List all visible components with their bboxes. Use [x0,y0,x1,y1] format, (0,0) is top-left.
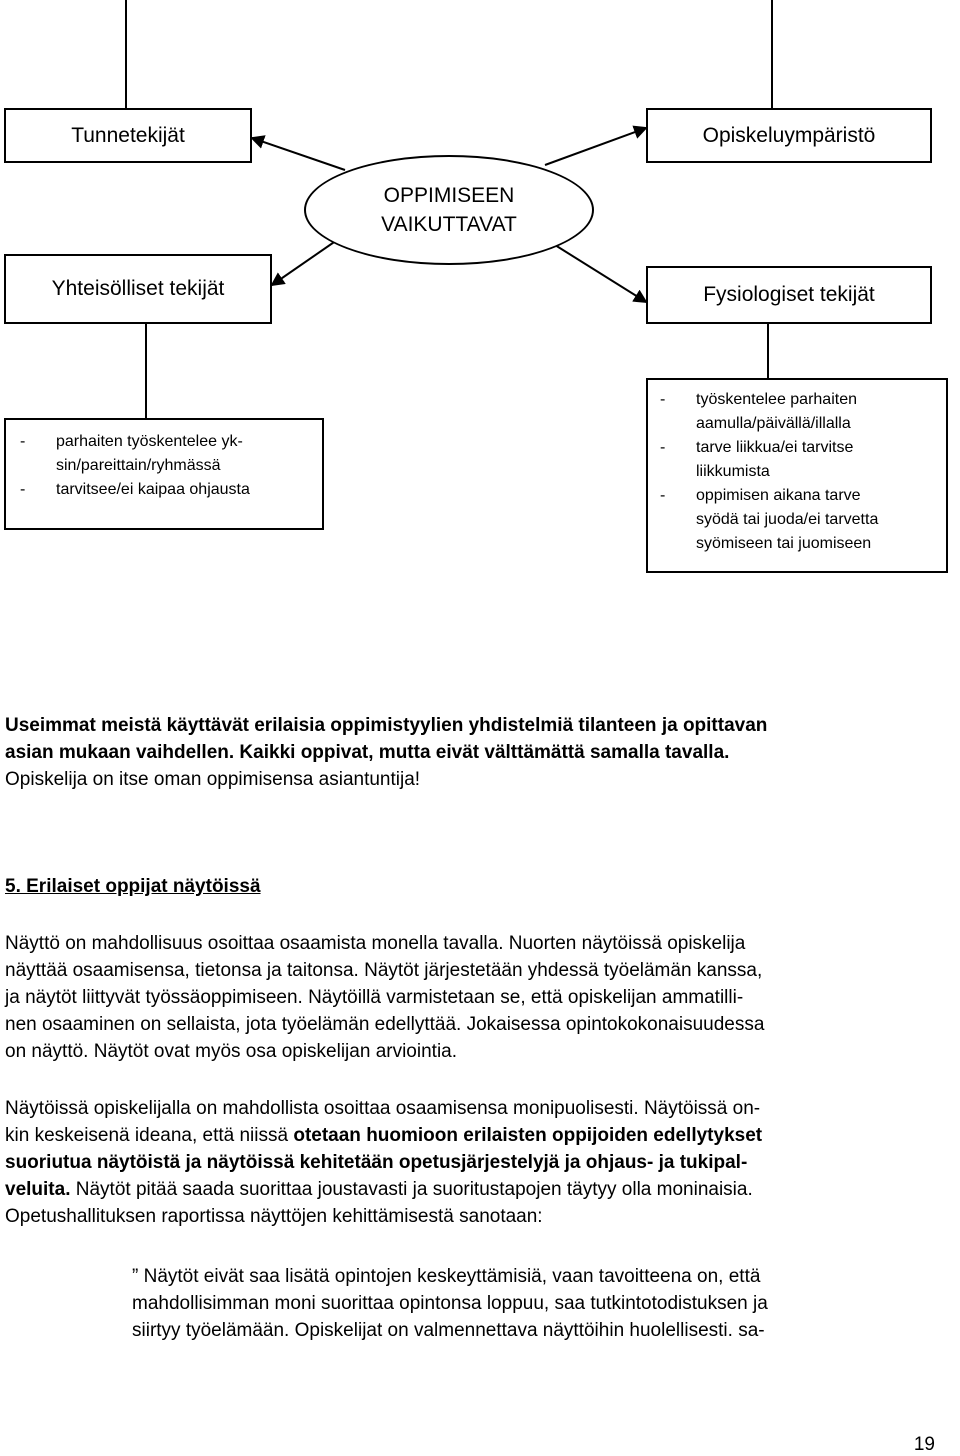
box-opiskeluymparisto-label: Opiskeluympäristö [702,123,876,147]
list-item [20,478,322,502]
paragraph-line: Näytöissä opiskelijalla on mahdollista osoittaa osaamisensa monipuolisesti. Näytöissä on- [5,1098,761,1119]
list-text: sin/pareittain/ryhmässä [56,457,221,474]
quote-line: siirtyy työelämään. Opiskelijat on valmennettava näyttöihin huolellisesti. sa- [132,1320,765,1341]
arrow-to-opiskeluymparisto [545,128,646,165]
list-dash: - [660,439,666,456]
box-fysiologiset-label: Fysiologiset tekijät [703,283,875,306]
summary-paragraph [5,712,955,793]
list-item [660,484,946,556]
list-text: tarvitsee/ei kaipaa ohjausta [56,481,250,498]
section-paragraph-1 [5,930,955,1065]
box-yhteisolliset-details [4,418,324,530]
paragraph-emphasis: otetaan huomioon erilaisten oppijoiden edellytykset [293,1125,763,1146]
paragraph-line [5,1176,955,1203]
paragraph-line [5,1122,955,1149]
summary-bold-line-2: asian mukaan vaihdellen. Kaikki oppivat, mutta eivät välttämättä samalla tavalla. [5,742,730,763]
section-heading: 5. Erilaiset oppijat näytöissä [5,876,261,897]
quote-line: ” Näytöt eivät saa lisätä opintojen keskeyttämisiä, vaan tavoitteena on, että [132,1266,761,1287]
arrow-to-tunnetekijat [252,138,345,170]
paragraph-line: on näyttö. Näytöt ovat myös osa opiskelijan arviointia. [5,1041,458,1062]
page-number: 19 [913,1434,935,1455]
list-text: syömiseen tai juomiseen [696,535,872,552]
box-fysiologiset [646,266,932,324]
list-item [20,430,322,478]
list-dash: - [20,481,26,498]
list-text: parhaiten työskentelee yk- [56,433,243,450]
list-dash: - [660,487,666,504]
list-text: oppimisen aikana tarve [696,487,861,504]
arrow-to-yhteisolliset [272,238,340,285]
box-yhteisolliset-label: Yhteisölliset tekijät [51,277,225,300]
paragraph-line: Opetushallituksen raportissa näyttöjen kehittämisestä sanotaan: [5,1206,543,1227]
box-tunnetekijat [4,108,252,163]
paragraph-line: näyttää osaamisensa, tietonsa ja taitonsa. Näytöt järjestetään yhdessä työelämän kanssa, [5,960,763,981]
center-line-1: OPPIMISEEN [383,184,515,207]
paragraph-text: kin keskeisenä ideana, että niissä [5,1125,294,1146]
report-quote [132,1263,942,1344]
list-item [660,436,946,484]
list-item [660,388,946,436]
box-opiskeluymparisto [646,108,932,163]
center-ellipse [304,155,594,265]
paragraph-line: Näyttö on mahdollisuus osoittaa osaamista monella tavalla. Nuorten näytöissä opiskelija [5,933,746,954]
box-fysiologiset-details [646,378,948,573]
box-yhteisolliset [4,254,272,324]
list-text: syödä tai juoda/ei tarvetta [696,511,879,528]
list-dash: - [660,391,666,408]
quote-line: mahdollisimman moni suorittaa opintonsa loppuu, saa tutkintotodistuksen ja [132,1293,768,1314]
summary-normal-line: Opiskelija on itse oman oppimisensa asiantuntija! [5,769,421,790]
section-paragraph-2 [5,1095,955,1230]
summary-bold-line-1: Useimmat meistä käyttävät erilaisia oppimistyylien yhdistelmiä tilanteen ja opittavan [5,715,768,736]
box-tunnetekijat-label: Tunnetekijät [71,123,185,147]
arrow-to-fysiologiset [555,245,646,302]
paragraph-line: ja näytöt liittyvät työssäoppimiseen. Näytöillä varmistetaan se, että opiskelijan ammatilli- [5,987,744,1008]
yhteisolliset-list [20,430,322,502]
list-dash: - [20,433,26,450]
learning-factors-diagram [0,0,960,600]
list-text: aamulla/päivällä/illalla [696,415,851,432]
paragraph-emphasis: veluita. [5,1179,71,1200]
paragraph-text: Näytöt pitää saada suorittaa joustavasti ja suoritustapojen täytyy olla moninaisia. [70,1179,753,1200]
center-line-2: VAIKUTTAVAT [381,213,517,236]
list-text: liikkumista [696,463,770,480]
paragraph-line: nen osaaminen on sellaista, jota työelämän edellyttää. Jokaisessa opintokokonaisuudessa [5,1014,765,1035]
list-text: työskentelee parhaiten [696,391,857,408]
fysiologiset-list [660,388,946,556]
paragraph-line: suoriutua näytöistä ja näytöissä kehitetään opetusjärjestelyjä ja ohjaus- ja tukipal- [5,1152,748,1173]
list-text: tarve liikkua/ei tarvitse [696,439,854,456]
